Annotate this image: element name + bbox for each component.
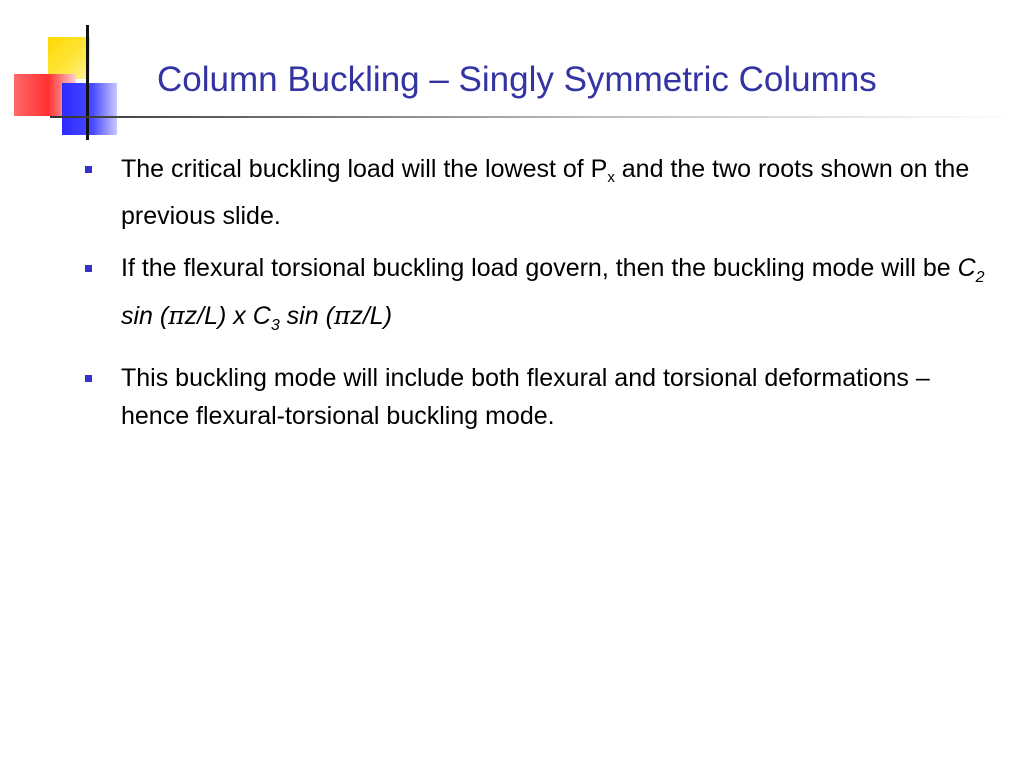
formula-part-2: z/L) x: [184, 302, 253, 330]
slide-title: Column Buckling – Singly Symmetric Columns: [157, 60, 877, 99]
slide-body: [80, 150, 1000, 449]
bullet-1-text-before: The critical buckling load will the lowest of P: [121, 155, 608, 183]
vertical-rule: [86, 25, 89, 140]
bullet-item-1: [80, 150, 1000, 235]
bullet-2-text-before: If the flexural torsional buckling load govern, then the buckling mode will be: [121, 254, 958, 282]
bullet-1-text-after: and the two roots shown on the previous slide.: [121, 155, 970, 230]
bullet-3-text: This buckling mode will include both flexural and torsional deformations – hence flexural-torsional buckling mode.: [121, 364, 930, 430]
title-underline-rule: [50, 116, 1020, 118]
bullet-item-2: [80, 249, 1000, 345]
slide-logo-decoration: [0, 0, 160, 150]
formula-part-4: z/L): [350, 302, 393, 330]
formula-c-b: C: [252, 302, 271, 330]
square-bullet-icon: [85, 375, 92, 382]
bullet-list: [80, 150, 1000, 435]
formula-c-a-subscript: 2: [975, 269, 985, 286]
formula-pi-2: π: [333, 301, 351, 330]
bullet-item-3: [80, 359, 1000, 435]
bullet-1-subscript: x: [607, 169, 615, 186]
formula-c-a: C: [957, 254, 976, 282]
formula-c-b-subscript: 3: [270, 317, 280, 334]
yellow-square-decoration: [48, 37, 90, 79]
formula-part-3: sin (: [279, 302, 334, 330]
blue-square-decoration: [62, 83, 117, 135]
square-bullet-icon: [85, 265, 92, 272]
formula-pi-1: π: [168, 301, 185, 330]
square-bullet-icon: [85, 166, 92, 173]
formula-part-1: sin (: [121, 302, 169, 330]
